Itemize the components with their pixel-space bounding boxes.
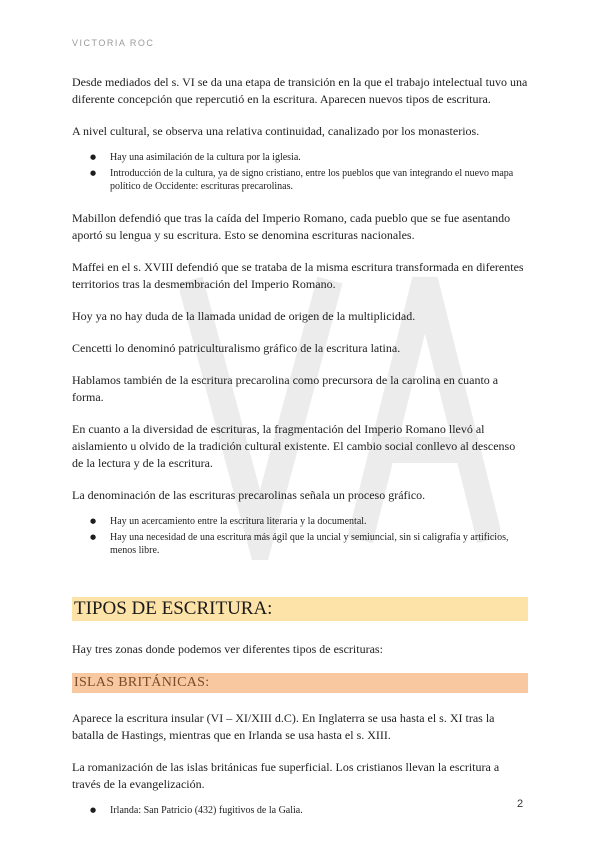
paragraph: Desde mediados del s. VI se da una etapa de transición en la que el trabajo intelectual tuvo una diferente concepción que repercutió en la escritura. Aparecen nuevos tipos de escritura. — [72, 75, 528, 106]
paragraph: Maffei en el s. XVIII defendió que se trataba de la misma escritura transformada en diferentes territorios tras la desmembración del Imperio Romano. — [72, 260, 524, 291]
list-item: ● Introducción de la cultura, ya de signo cristiano, entre los pueblos que van integrando el nuevo mapa político de Occidente: escrituras precarolinas. — [110, 167, 528, 193]
document-body — [72, 74, 528, 834]
paragraph: La romanización de las islas británicas fue superficial. Los cristianos llevan la escritura a través de la evangelización. — [72, 760, 500, 791]
subsection-heading-islas-britanicas: ISLAS BRITÁNICAS: — [72, 673, 528, 693]
paragraph: A nivel cultural, se observa una relativa continuidad, canalizado por los monasterios. — [72, 124, 480, 138]
paragraph: Hoy ya no hay duda de la llamada unidad de origen de la multiplicidad. — [72, 309, 416, 323]
list-item: ● Hay un acercamiento entre la escritura literaria y la documental. — [110, 515, 528, 528]
list-item: ● Hay una asimilación de la cultura por la iglesia. — [110, 151, 528, 164]
list-item: ● Hay una necesidad de una escritura más ágil que la uncial y semiuncial, sin si caligrafía y artificios, menos libre. — [110, 531, 528, 557]
page-header-author: VICTORIA ROC — [72, 38, 155, 48]
paragraph: Aparece la escritura insular (VI – XI/XIII d.C). En Inglaterra se usa hasta el s. XI tras la batalla de Hastings, mientras que en Irlanda se usa hasta el s. XIII. — [72, 711, 495, 742]
page-number: 2 — [517, 798, 524, 810]
list-item: ● Irlanda: San Patricio (432) fugitivos de la Galia. — [110, 804, 528, 817]
bullet-list — [72, 804, 528, 817]
paragraph: Hablamos también de la escritura precarolina como precursora de la carolina en cuanto a forma. — [72, 373, 499, 404]
paragraph: Hay tres zonas donde podemos ver diferentes tipos de escrituras: — [72, 642, 383, 656]
bullet-list — [72, 515, 528, 557]
paragraph: Mabillon defendió que tras la caída del Imperio Romano, cada pueblo que se fue asentando aportó su lengua y su escritura. Esto se denomina escrituras nacionales. — [72, 211, 511, 242]
section-heading-tipos-de-escritura: TIPOS DE ESCRITURA: — [72, 597, 528, 621]
paragraph: La denominación de las escrituras precarolinas señala un proceso gráfico. — [72, 488, 426, 502]
bullet-list — [72, 151, 528, 193]
paragraph: En cuanto a la diversidad de escrituras, la fragmentación del Imperio Romano llevó al aislamiento u olvido de la tradición cultural existente. El cambio social conllevo al descenso de la lectura y de la escritura. — [72, 422, 516, 470]
paragraph: Cencetti lo denominó patriculturalismo gráfico de la escritura latina. — [72, 341, 401, 355]
